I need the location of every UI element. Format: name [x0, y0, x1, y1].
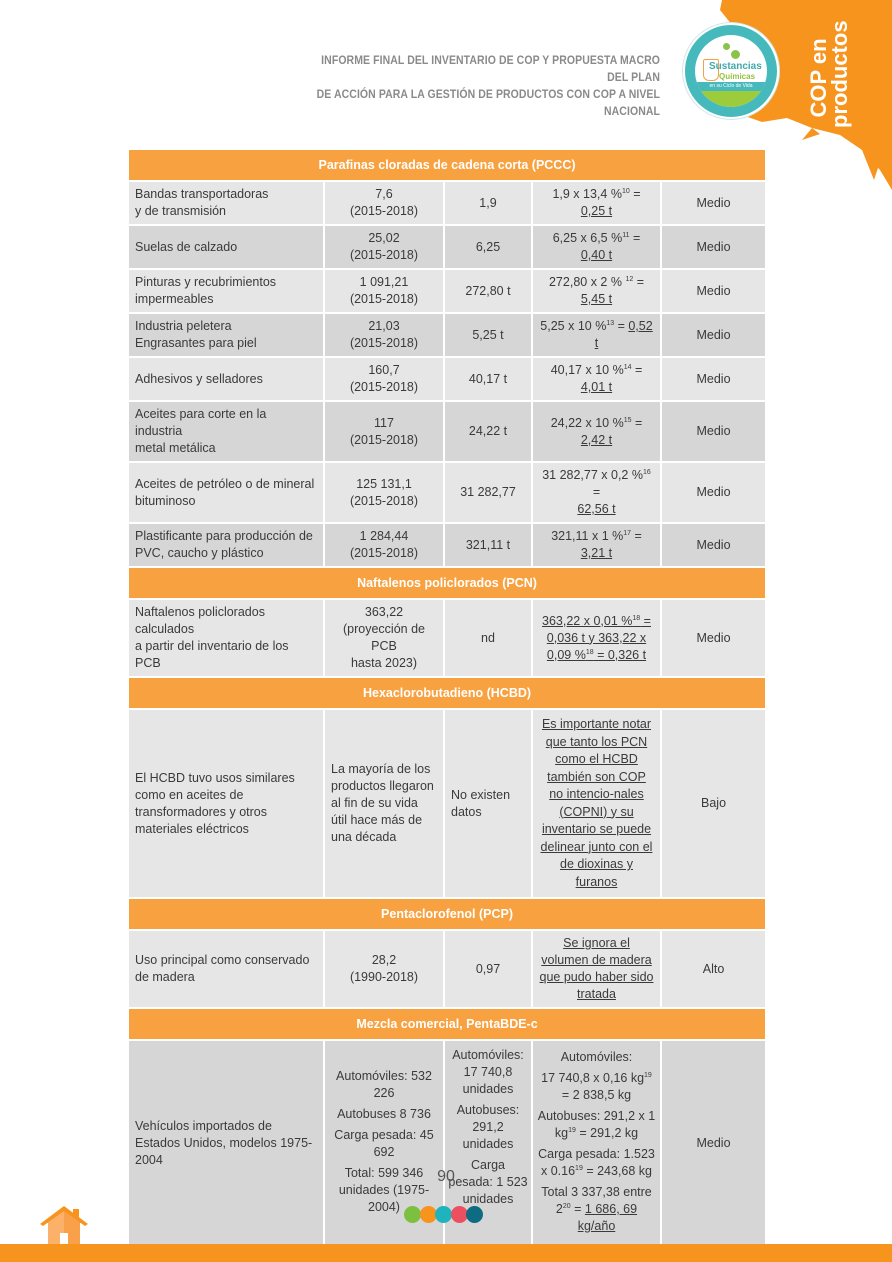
calculation-cell: 6,25 x 6,5 %$^{11}$ = 0,40 t [532, 225, 661, 269]
level-cell: Medio [661, 523, 766, 567]
logo-name-line-1: Sustancias [709, 61, 762, 72]
subtotal-cell: Automóviles: 17 740,8 unidades Autobuses: 291,2 unidades Carga pesada: 1 523 unidades [444, 1040, 532, 1246]
sustancias-quimicas-logo [683, 23, 779, 119]
section-header-pcn: Naftalenos policlorados (PCN) [128, 567, 766, 599]
amount-cell: La mayoría de los productos llegaron al fin de su vida útil hace más de una década [324, 709, 444, 898]
use-cell: Suelas de calzado [128, 225, 324, 269]
level-cell: Medio [661, 225, 766, 269]
level-cell: Bajo [661, 709, 766, 898]
level-cell: Medio [661, 1040, 766, 1246]
calculation-cell: Se ignora el volumen de madera que pudo haber sido tratada [532, 930, 661, 1008]
table-row [128, 313, 766, 357]
use-cell: Aceites para corte en la industria metal metálica [128, 401, 324, 462]
table-row [128, 930, 766, 1008]
table-row [128, 225, 766, 269]
level-cell: Alto [661, 930, 766, 1008]
calculation-cell: Es importante notar que tanto los PCN como el HCBD también son COP no intencio-nales (COPNI) y su inventario se puede delinear junto con el de dioxinas y furanos [532, 709, 661, 898]
table-row [128, 599, 766, 677]
level-cell: Medio [661, 313, 766, 357]
amount-cell: 125 131,1 (2015-2018) [324, 462, 444, 523]
calculation-cell: 363,22 x 0,01 %$^{18}$ = 0,036 t y 363,22 x 0,09 %$^{18}$ = 0,326 t [532, 599, 661, 677]
header-title-line-1: INFORME FINAL DEL INVENTARIO DE COP Y PROPUESTA MACRO DEL PLAN [321, 53, 660, 84]
amount-cell: 25,02 (2015-2018) [324, 225, 444, 269]
amount-cell: Automóviles: 532 226 Autobuses 8 736 Carga pesada: 45 692 Total: 599 346 unidades (1975-2004) [324, 1040, 444, 1246]
calculation-cell: Automóviles: 17 740,8 x 0,16 $kg^{19} = 2$ 838,5 kg Autobuses: 291,2 x 1 $kg^{19} = 291,2$ kg Carga pesada: 1.523 x $0.16^{19} = 243,68$ kg Total 3 337,38 entre $2^{20} = 1$ 686, 69 kg/año [532, 1040, 661, 1246]
section-header-pcp: Pentaclorofenol (PCP) [128, 898, 766, 930]
bubble-icon [723, 43, 730, 50]
use-cell: Adhesivos y selladores [128, 357, 324, 401]
logo-name-line-2: Químicas [719, 72, 756, 81]
subtotal-cell: nd [444, 599, 532, 677]
header-title-line-2: DE ACCIÓN PARA LA GESTIÓN DE PRODUCTOS CON COP A NIVEL NACIONAL [316, 87, 660, 118]
page-number: 90 [437, 1168, 455, 1185]
cop-inventory-table [127, 148, 767, 1247]
use-cell: Industria peletera Engrasantes para piel [128, 313, 324, 357]
color-dots-decoration [404, 1206, 482, 1223]
red-dot [451, 1206, 468, 1223]
use-cell: Vehículos importados de Estados Unidos, modelos 1975-2004 [128, 1040, 324, 1246]
footer-bar [0, 1244, 892, 1262]
subtotal-cell: 40,17 t [444, 357, 532, 401]
subtotal-cell: 272,80 t [444, 269, 532, 313]
subtotal-cell: 1,9 [444, 181, 532, 225]
logo-band-text: en su Ciclo de Vida [695, 82, 767, 91]
amount-cell: 7,6 (2015-2018) [324, 181, 444, 225]
amount-cell: 28,2 (1990-2018) [324, 930, 444, 1008]
amount-cell: 117 (2015-2018) [324, 401, 444, 462]
amount-cell: 21,03 (2015-2018) [324, 313, 444, 357]
subtotal-cell: No existen datos [444, 709, 532, 898]
dark-teal-dot [466, 1206, 483, 1223]
table-row [128, 181, 766, 225]
subtotal-cell: 321,11 t [444, 523, 532, 567]
level-cell: Medio [661, 401, 766, 462]
bubble-icon [731, 50, 740, 59]
document-header-title [299, 52, 660, 120]
teal-dot [435, 1206, 452, 1223]
calculation-cell: 5,25 x 10 %$^{13}$ = 0,52 t [532, 313, 661, 357]
home-icon[interactable] [40, 1205, 88, 1245]
calculation-cell: 31 282,77 x 0,2 %$^{16}$ = 62,56 t [532, 462, 661, 523]
table-row [128, 401, 766, 462]
level-cell: Medio [661, 181, 766, 225]
use-cell: Plastificante para producción de PVC, caucho y plástico [128, 523, 324, 567]
calculation-cell: 272,80 x 2 % $^{12}$ = 5,45 t [532, 269, 661, 313]
section-header-pentabde: Mezcla comercial, PentaBDE-c [128, 1008, 766, 1040]
use-cell: El HCBD tuvo usos similares como en aceites de transformadores y otros materiales eléctricos [128, 709, 324, 898]
subtotal-cell: 0,97 [444, 930, 532, 1008]
calculation-cell: 40,17 x 10 %$^{14}$ = 4,01 t [532, 357, 661, 401]
subtotal-cell: 24,22 t [444, 401, 532, 462]
amount-cell: 1 091,21 (2015-2018) [324, 269, 444, 313]
level-cell: Medio [661, 462, 766, 523]
calculation-cell: 321,11 x 1 %$^{17}$ = 3,21 t [532, 523, 661, 567]
subtotal-cell: 6,25 [444, 225, 532, 269]
use-cell: Pinturas y recubrimientos impermeables [128, 269, 324, 313]
use-cell: Aceites de petróleo o de mineral bituminoso [128, 462, 324, 523]
subtotal-cell: 31 282,77 [444, 462, 532, 523]
calculation-cell: 1,9 x 13,4 %$^{10}$ = 0,25 t [532, 181, 661, 225]
use-cell: Bandas transportadoras y de transmisión [128, 181, 324, 225]
use-cell: Uso principal como conservado de madera [128, 930, 324, 1008]
table-row [128, 357, 766, 401]
table-row [128, 709, 766, 898]
table-row [128, 523, 766, 567]
calculation-cell: 24,22 x 10 %$^{15}$ = 2,42 t [532, 401, 661, 462]
amount-cell: 1 284,44 (2015-2018) [324, 523, 444, 567]
amount-cell: 160,7 (2015-2018) [324, 357, 444, 401]
level-cell: Medio [661, 599, 766, 677]
section-side-label: COP en productos [806, 20, 852, 128]
section-header-hcbd: Hexaclorobutadieno (HCBD) [128, 677, 766, 709]
orange-dot [420, 1206, 437, 1223]
table-row [128, 462, 766, 523]
level-cell: Medio [661, 357, 766, 401]
use-cell: Naftalenos policlorados calculados a partir del inventario de los PCB [128, 599, 324, 677]
section-header-pccc: Parafinas cloradas de cadena corta (PCCC) [128, 149, 766, 181]
subtotal-cell: 5,25 t [444, 313, 532, 357]
amount-cell: 363,22 (proyección de PCB hasta 2023) [324, 599, 444, 677]
table-row [128, 269, 766, 313]
green-dot [404, 1206, 421, 1223]
level-cell: Medio [661, 269, 766, 313]
